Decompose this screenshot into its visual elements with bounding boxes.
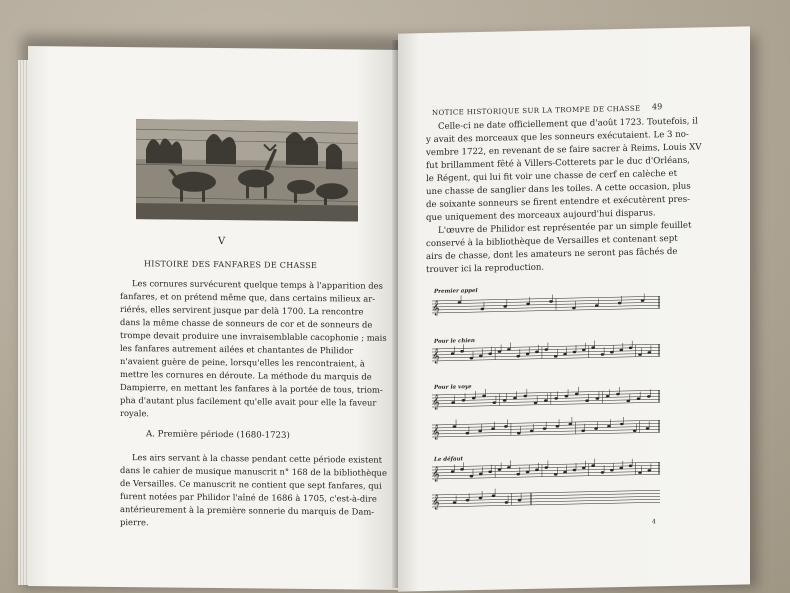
text-line: y avait des morceaux que les sonneurs exécutaient. Le 3 no- (426, 129, 689, 146)
note-head (488, 470, 492, 473)
text-line: de soixante sonneurs se firent entendre et exécutèrent pres- (426, 194, 691, 211)
right-page (398, 26, 750, 591)
note-head (545, 466, 549, 469)
text-line: Celle-ci ne date officiellement que d'août 1723. Toutefois, il (438, 116, 698, 132)
note-head (629, 346, 633, 349)
music-staff (432, 294, 660, 315)
music-title: Pour la voye (434, 384, 472, 391)
staff-line (432, 302, 660, 307)
text-line: mettre les cornures en déroute. La méthode du marquis de (120, 369, 372, 382)
text-line: riérés, elles servirent jusque par delà 1700. La rencontre (120, 304, 364, 317)
music-title: Premier appel (434, 288, 478, 295)
note-head (466, 432, 470, 435)
note-head (585, 399, 589, 402)
running-header: NOTICE HISTORIQUE SUR LA TROMPE DE CHASSE (432, 104, 641, 117)
text-line: Les airs servant à la chasse pendant cette période existent (132, 452, 383, 465)
note-head (488, 352, 492, 355)
note-head (481, 308, 485, 311)
note-head (505, 501, 509, 504)
staff-line (432, 468, 660, 473)
text-line: vembre 1722, en revenant de se faire sacrer à Reims, Louis XV (426, 142, 702, 159)
chapter-title: HISTOIRE DES FANFARES DE CHASSE (144, 259, 318, 271)
treble-clef-icon: 𝄞 (432, 348, 440, 364)
text-line: pha d'autant plus facilement qu'elle avait pour elle la faveur (120, 395, 377, 408)
note-head (629, 464, 633, 467)
text-line: Les cornures survécurent quelque temps à l'apparition des (132, 278, 383, 291)
note-head (466, 499, 470, 502)
staff-line (432, 344, 660, 349)
music-staff (432, 418, 660, 439)
text-line: n'avaient guère de peine, lorsqu'elles les rencontraient, à (120, 356, 365, 369)
staff-line (432, 308, 660, 313)
text-line: les fanfares autrement ailées et chantantes de Philidor (120, 343, 354, 356)
text-line: dans le cahier de musique manuscrit n° 168 de la bibliothèque (120, 465, 387, 478)
text-line: royale. (120, 408, 150, 419)
text-line: antérieurement à la première sonnerie du marquis de Dam- (120, 504, 375, 517)
note-head (620, 423, 624, 426)
music-staff (432, 460, 660, 481)
treble-clef-icon: 𝄞 (432, 394, 440, 410)
note-head (618, 302, 622, 305)
note-head (516, 355, 520, 358)
chapter-number: V (218, 236, 226, 248)
note-head (523, 395, 527, 398)
text-line: fanfares, et on prétend même que, dans certains milieux ar- (120, 291, 376, 304)
staff-line (432, 353, 660, 358)
staff-line (432, 471, 660, 476)
staff-line (432, 490, 660, 495)
text-line: conservé à la bibliothèque de Versailles et contenant sept (426, 233, 678, 250)
staff-line (432, 393, 660, 398)
text-line: L'œuvre de Philidor est représentée par un simple feuillet (438, 220, 692, 236)
note-head (581, 429, 585, 432)
staff-line (432, 350, 660, 355)
staff-line (432, 474, 660, 479)
music-staff (432, 388, 660, 409)
staff-line (432, 305, 660, 310)
staff-line (432, 296, 660, 301)
treble-clef-icon: 𝄞 (432, 494, 440, 510)
music-staff (432, 342, 660, 363)
treble-clef-icon: 𝄞 (432, 300, 440, 316)
text-line: trouver ici la reproduction. (426, 262, 545, 276)
text-line: dans la même chasse de sonneurs de cor et de sonneurs de (120, 317, 373, 330)
note-head (601, 353, 605, 356)
text-line: de Versailles. Ce manuscrit ne contient que sept fanfares, qui (120, 478, 382, 491)
note-head (601, 471, 605, 474)
treble-clef-icon: 𝄞 (432, 466, 440, 482)
text-line: une chasse de sanglier dans les toiles. A cette occasion, plus (426, 181, 691, 198)
music-staff (432, 488, 660, 509)
text-line: furent notées par Philidor l'aîné de 1686 à 1705, c'est-à-dire (120, 491, 377, 504)
note-head (616, 393, 620, 396)
text-line: fut brillamment fêté à Villers-Cotterets par le duc d'Orléans, (426, 155, 690, 172)
margin-mark: 4 (652, 518, 656, 526)
hunting-scene-engraving (136, 119, 358, 221)
staff-line (432, 502, 660, 507)
staff-line (432, 356, 660, 361)
text-line: que uniquement des morceaux aujourd'hui disparus. (426, 208, 656, 224)
section-heading: A. Première période (1680-1723) (146, 429, 290, 441)
music-title: Pour le chien (434, 338, 475, 345)
note-head (573, 469, 577, 472)
staff-line (432, 299, 660, 304)
note-head (460, 468, 464, 471)
note-head (516, 473, 520, 476)
note-head (543, 427, 547, 430)
staff-line (432, 493, 660, 498)
note-head (549, 300, 553, 303)
music-title: Le défaut (434, 456, 464, 463)
note-head (554, 397, 558, 400)
page-number: 49 (652, 102, 663, 112)
text-line: trompe devait produire une invraisemblable cacophonie ; mais (120, 330, 387, 343)
text-line: le Régent, qui lui fit voir une chasse de cerf en calèche et (426, 168, 678, 185)
treble-clef-icon: 𝄞 (432, 424, 440, 440)
staff-line (432, 402, 660, 407)
staff-line (432, 462, 660, 467)
text-line: pierre. (120, 517, 149, 528)
note-head (647, 395, 651, 398)
text-line: Dampierre, en mettant les fanfares à la portée de tous, triom- (120, 382, 383, 395)
note-head (493, 401, 497, 404)
note-head (462, 399, 466, 402)
note-head (460, 350, 464, 353)
note-head (573, 351, 577, 354)
note-head (504, 425, 508, 428)
text-line: airs de chasse, dont les amateurs ne seront pas fâchés de (426, 246, 678, 263)
note-head (545, 348, 549, 351)
staff-line (432, 390, 660, 395)
left-page (28, 46, 400, 590)
